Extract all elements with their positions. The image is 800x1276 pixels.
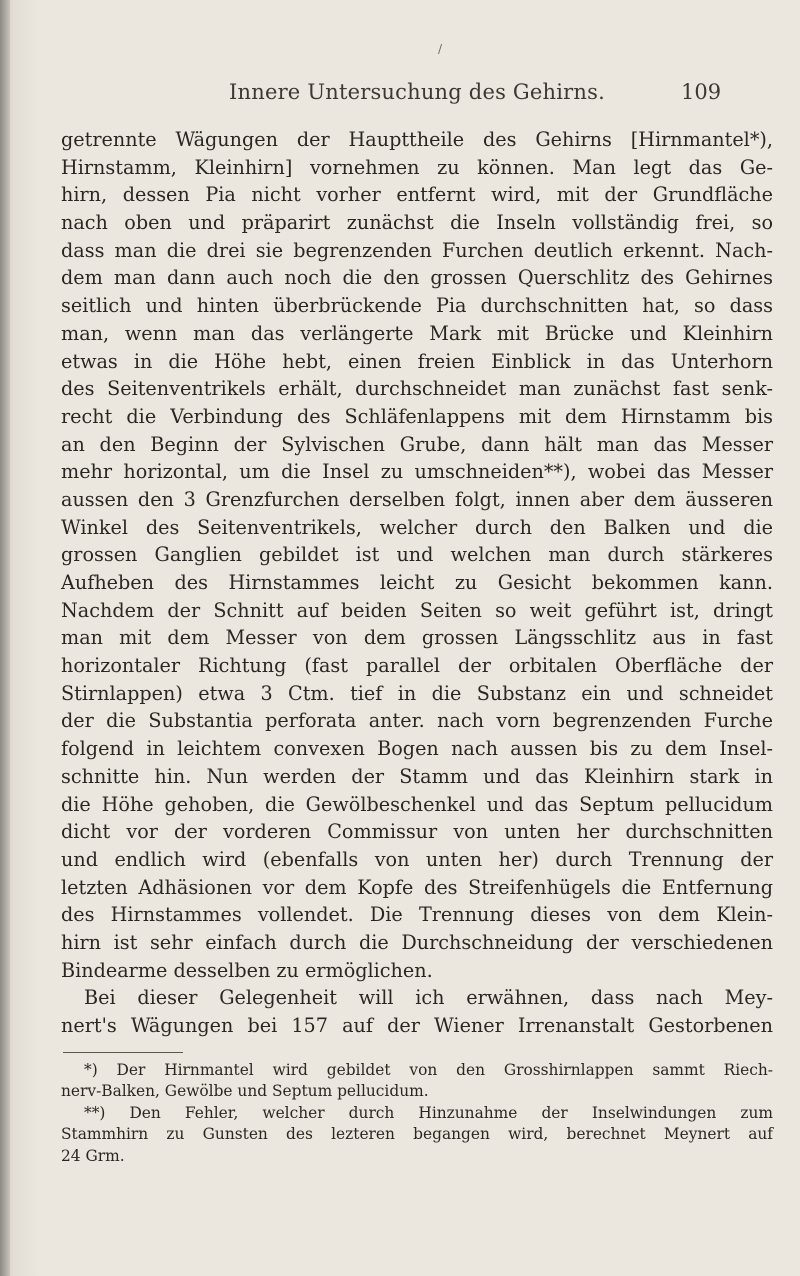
footnote-line: 24 Grm. (61, 1146, 125, 1165)
text-line: Bindearme desselben zu ermöglichen. (61, 958, 433, 982)
footnote-line: **) Den Fehler, welcher durch Hinzunahme der Inselwindungen zum (84, 1103, 773, 1122)
text-line: horizontaler Richtung (fast parallel der orbitalen Oberfläche der (61, 654, 773, 678)
text-line: Aufheben des Hirnstammes leicht zu Gesicht bekommen kann. (61, 571, 773, 594)
page-mark: / (438, 42, 443, 56)
page-number: 109 (681, 80, 722, 104)
text-line: dicht vor der vorderen Commissur von unten her durchschnitten (61, 820, 773, 844)
text-line: schnitte hin. Nun werden der Stamm und das Kleinhirn stark in (61, 764, 773, 788)
text-line: seitlich und hinten überbrückende Pia durchschnitten hat, so dass (61, 294, 773, 318)
text-line: man mit dem Messer von dem grossen Längsschlitz aus in fast (61, 626, 773, 650)
footnotes (61, 1060, 773, 1167)
text-line: der die Substantia perforata anter. nach vorn begrenzenden Furche (61, 709, 773, 733)
text-line: Winkel des Seitenventrikels, welcher durch den Balken und die (61, 515, 773, 539)
footnote-divider (63, 1052, 183, 1053)
text-line: getrennte Wägungen der Haupttheile des Gehirns [Hirnmantel*), (61, 128, 773, 151)
text-line: nert's Wägungen bei 157 auf der Wiener Irrenanstalt Gestorbenen (61, 1014, 773, 1037)
text-line: dass man die drei sie begrenzenden Furchen deutlich erkennt. Nach- (61, 238, 773, 262)
text-line: des Seitenventrikels erhält, durchschneidet man zunächst fast senk- (61, 377, 773, 401)
text-line: recht die Verbindung des Schläfenlappens mit dem Hirnstamm bis (61, 404, 773, 428)
footnote-line: nerv-Balken, Gewölbe und Septum pellucidum. (61, 1082, 429, 1101)
text-line: aussen den 3 Grenzfurchen derselben folgt, innen aber dem äusseren (61, 487, 773, 511)
text-line: an den Beginn der Sylvischen Grube, dann hält man das Messer (61, 432, 773, 456)
text-line: hirn ist sehr einfach durch die Durchschneidung der verschiedenen (61, 930, 773, 954)
text-line: Bei dieser Gelegenheit will ich erwähnen, dass nach Mey- (84, 986, 773, 1010)
text-line: die Höhe gehoben, die Gewölbeschenkel und das Septum pellucidum (61, 792, 773, 816)
text-line: man, wenn man das verlängerte Mark mit Brücke und Kleinhirn (61, 321, 773, 345)
header-title: Innere Untersuchung des Gehirns. (229, 80, 605, 104)
text-line: Stirnlappen) etwa 3 Ctm. tief in die Substanz ein und schneidet (61, 681, 773, 705)
text-line: dem man dann auch noch die den grossen Querschlitz des Gehirnes (61, 266, 773, 290)
text-line: Hirnstamm, Kleinhirn] vornehmen zu können. Man legt das Ge- (61, 155, 773, 179)
footnote-line: *) Der Hirnmantel wird gebildet von den Grosshirnlappen sammt Riech- (84, 1061, 773, 1079)
text-line: etwas in die Höhe hebt, einen freien Einblick in das Unterhorn (61, 349, 773, 373)
text-line: folgend in leichtem convexen Bogen nach aussen bis zu dem Insel- (61, 737, 773, 761)
text-line: nach oben und präparirt zunächst die Inseln vollständig frei, so (61, 211, 773, 235)
text-line: und endlich wird (ebenfalls von unten her) durch Trennung der (61, 847, 773, 871)
text-line: des Hirnstammes vollendet. Die Trennung dieses von dem Klein- (61, 903, 773, 927)
running-header (0, 80, 800, 110)
footnote-line: Stammhirn zu Gunsten des lezteren begangen wird, berechnet Meynert auf (61, 1125, 773, 1144)
text-line: grossen Ganglien gebildet ist und welchen man durch stärkeres (61, 543, 773, 567)
body-text (61, 126, 773, 1040)
text-line: Nachdem der Schnitt auf beiden Seiten so weit geführt ist, dringt (61, 598, 773, 622)
page-binding-edge (0, 0, 10, 1276)
text-line: mehr horizontal, um die Insel zu umschneiden**), wobei das Messer (61, 460, 773, 484)
text-line: hirn, dessen Pia nicht vorher entfernt wird, mit der Grundfläche (61, 183, 773, 207)
text-line: letzten Adhäsionen vor dem Kopfe des Streifenhügels die Entfernung (61, 875, 773, 899)
